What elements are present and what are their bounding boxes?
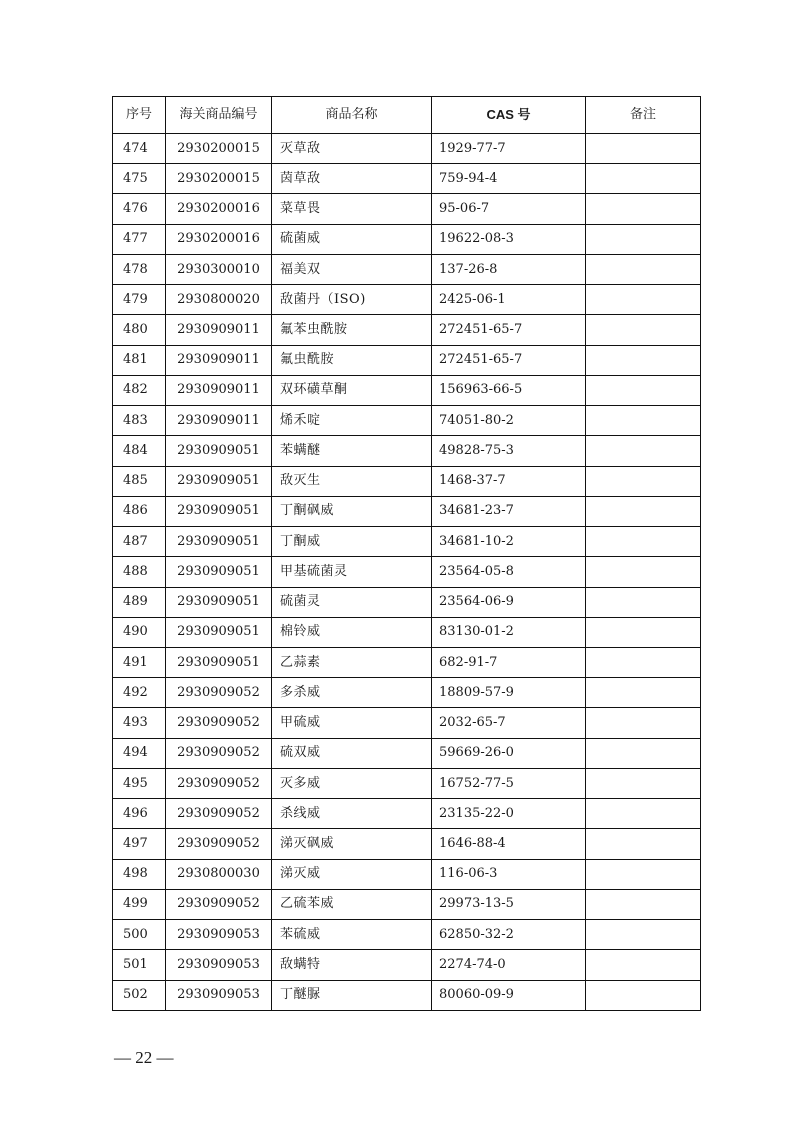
cell-cas-number: 137-26-8 — [432, 254, 586, 284]
cell-seq: 488 — [113, 557, 166, 587]
cell-customs-code: 2930909052 — [166, 678, 272, 708]
cell-remarks — [586, 738, 701, 768]
cell-product-name: 双环磺草酮 — [272, 375, 432, 405]
cell-seq: 483 — [113, 406, 166, 436]
cell-remarks — [586, 617, 701, 647]
cell-product-name: 苯硫威 — [272, 920, 432, 950]
header-product-name: 商品名称 — [272, 97, 432, 134]
cell-seq: 482 — [113, 375, 166, 405]
cell-seq: 477 — [113, 224, 166, 254]
cell-seq: 484 — [113, 436, 166, 466]
cell-remarks — [586, 375, 701, 405]
cell-cas-number: 34681-23-7 — [432, 496, 586, 526]
cell-customs-code: 2930909053 — [166, 950, 272, 980]
table-row — [113, 708, 701, 738]
cell-remarks — [586, 889, 701, 919]
cell-customs-code: 2930800020 — [166, 285, 272, 315]
cell-cas-number: 18809-57-9 — [432, 678, 586, 708]
cell-cas-number: 83130-01-2 — [432, 617, 586, 647]
table-row — [113, 678, 701, 708]
table-row — [113, 768, 701, 798]
cell-remarks — [586, 557, 701, 587]
cell-remarks — [586, 254, 701, 284]
table-row — [113, 859, 701, 889]
cell-cas-number: 116-06-3 — [432, 859, 586, 889]
cell-cas-number: 2032-65-7 — [432, 708, 586, 738]
table-row — [113, 345, 701, 375]
cell-seq: 485 — [113, 466, 166, 496]
cell-seq: 499 — [113, 889, 166, 919]
cell-customs-code: 2930909051 — [166, 587, 272, 617]
cell-remarks — [586, 950, 701, 980]
cell-remarks — [586, 920, 701, 950]
cell-product-name: 菜草畏 — [272, 194, 432, 224]
table-row — [113, 829, 701, 859]
cell-remarks — [586, 406, 701, 436]
table-row — [113, 647, 701, 677]
cell-cas-number: 23564-06-9 — [432, 587, 586, 617]
cell-customs-code: 2930200016 — [166, 224, 272, 254]
cell-product-name: 氟虫酰胺 — [272, 345, 432, 375]
cell-remarks — [586, 224, 701, 254]
cell-customs-code: 2930909052 — [166, 799, 272, 829]
cell-cas-number: 29973-13-5 — [432, 889, 586, 919]
cell-product-name: 甲基硫菌灵 — [272, 557, 432, 587]
cell-cas-number: 80060-09-9 — [432, 980, 586, 1010]
cell-remarks — [586, 768, 701, 798]
cell-remarks — [586, 466, 701, 496]
cell-cas-number: 49828-75-3 — [432, 436, 586, 466]
cell-remarks — [586, 194, 701, 224]
cell-product-name: 福美双 — [272, 254, 432, 284]
table-header-row — [113, 97, 701, 134]
cell-seq: 481 — [113, 345, 166, 375]
cell-remarks — [586, 527, 701, 557]
cell-product-name: 涕灭砜威 — [272, 829, 432, 859]
cell-customs-code: 2930909051 — [166, 436, 272, 466]
cell-seq: 489 — [113, 587, 166, 617]
cell-remarks — [586, 708, 701, 738]
cell-cas-number: 23564-05-8 — [432, 557, 586, 587]
cell-seq: 478 — [113, 254, 166, 284]
table-row — [113, 496, 701, 526]
table-row — [113, 557, 701, 587]
table-row — [113, 889, 701, 919]
cell-product-name: 棉铃威 — [272, 617, 432, 647]
cell-customs-code: 2930200015 — [166, 164, 272, 194]
cell-remarks — [586, 164, 701, 194]
cell-product-name: 乙蒜素 — [272, 647, 432, 677]
chemical-list-table — [112, 96, 701, 1011]
cell-product-name: 敌灭生 — [272, 466, 432, 496]
cell-product-name: 甲硫威 — [272, 708, 432, 738]
cell-cas-number: 23135-22-0 — [432, 799, 586, 829]
table-row — [113, 224, 701, 254]
table-row — [113, 920, 701, 950]
cell-seq: 479 — [113, 285, 166, 315]
cell-seq: 475 — [113, 164, 166, 194]
table-row — [113, 950, 701, 980]
table-row — [113, 436, 701, 466]
cell-product-name: 灭草敌 — [272, 134, 432, 164]
cell-customs-code: 2930909011 — [166, 345, 272, 375]
cell-product-name: 杀线威 — [272, 799, 432, 829]
cell-customs-code: 2930909051 — [166, 527, 272, 557]
table-row — [113, 799, 701, 829]
cell-seq: 491 — [113, 647, 166, 677]
cell-seq: 496 — [113, 799, 166, 829]
cell-cas-number: 156963-66-5 — [432, 375, 586, 405]
cell-cas-number: 2425-06-1 — [432, 285, 586, 315]
page-number: — 22 — — [114, 1048, 174, 1067]
cell-remarks — [586, 496, 701, 526]
cell-remarks — [586, 980, 701, 1010]
table-row — [113, 738, 701, 768]
cell-cas-number: 59669-26-0 — [432, 738, 586, 768]
cell-customs-code: 2930909052 — [166, 738, 272, 768]
cell-customs-code: 2930909052 — [166, 889, 272, 919]
cell-cas-number: 272451-65-7 — [432, 315, 586, 345]
cell-remarks — [586, 859, 701, 889]
cell-seq: 492 — [113, 678, 166, 708]
cell-customs-code: 2930909051 — [166, 647, 272, 677]
cell-remarks — [586, 285, 701, 315]
cell-remarks — [586, 647, 701, 677]
cell-seq: 494 — [113, 738, 166, 768]
header-customs-code: 海关商品编号 — [166, 97, 272, 134]
cell-product-name: 丁醚脲 — [272, 980, 432, 1010]
cell-cas-number: 16752-77-5 — [432, 768, 586, 798]
cell-remarks — [586, 799, 701, 829]
cell-remarks — [586, 829, 701, 859]
cell-cas-number: 19622-08-3 — [432, 224, 586, 254]
cell-product-name: 乙硫苯威 — [272, 889, 432, 919]
cell-product-name: 丁酮砜威 — [272, 496, 432, 526]
cell-seq: 501 — [113, 950, 166, 980]
cell-seq: 493 — [113, 708, 166, 738]
cell-customs-code: 2930909053 — [166, 980, 272, 1010]
cell-customs-code: 2930909051 — [166, 466, 272, 496]
cell-seq: 487 — [113, 527, 166, 557]
cell-seq: 486 — [113, 496, 166, 526]
cell-cas-number: 74051-80-2 — [432, 406, 586, 436]
cell-customs-code: 2930909051 — [166, 617, 272, 647]
cell-customs-code: 2930200015 — [166, 134, 272, 164]
cell-seq: 490 — [113, 617, 166, 647]
table-body — [113, 134, 701, 1011]
cell-product-name: 涕灭威 — [272, 859, 432, 889]
header-cas-number: CAS 号 — [432, 97, 586, 134]
cell-remarks — [586, 134, 701, 164]
cell-customs-code: 2930909053 — [166, 920, 272, 950]
table-row — [113, 254, 701, 284]
cell-customs-code: 2930909052 — [166, 708, 272, 738]
header-remarks: 备注 — [586, 97, 701, 134]
cell-seq: 474 — [113, 134, 166, 164]
cell-remarks — [586, 315, 701, 345]
cell-remarks — [586, 345, 701, 375]
cell-seq: 497 — [113, 829, 166, 859]
cell-seq: 480 — [113, 315, 166, 345]
table-row — [113, 164, 701, 194]
cell-product-name: 硫菌威 — [272, 224, 432, 254]
cell-product-name: 氟苯虫酰胺 — [272, 315, 432, 345]
table-row — [113, 375, 701, 405]
cell-cas-number: 272451-65-7 — [432, 345, 586, 375]
table-row — [113, 617, 701, 647]
cell-product-name: 烯禾啶 — [272, 406, 432, 436]
cell-product-name: 多杀威 — [272, 678, 432, 708]
cell-remarks — [586, 678, 701, 708]
cell-customs-code: 2930800030 — [166, 859, 272, 889]
cell-product-name: 敌螨特 — [272, 950, 432, 980]
cell-seq: 502 — [113, 980, 166, 1010]
table-row — [113, 527, 701, 557]
cell-seq: 495 — [113, 768, 166, 798]
cell-cas-number: 34681-10-2 — [432, 527, 586, 557]
cell-product-name: 苯螨醚 — [272, 436, 432, 466]
cell-customs-code: 2930909052 — [166, 829, 272, 859]
table-row — [113, 587, 701, 617]
cell-product-name: 丁酮威 — [272, 527, 432, 557]
table-row — [113, 134, 701, 164]
table-row — [113, 980, 701, 1010]
cell-cas-number: 759-94-4 — [432, 164, 586, 194]
cell-customs-code: 2930300010 — [166, 254, 272, 284]
cell-customs-code: 2930909052 — [166, 768, 272, 798]
table-row — [113, 406, 701, 436]
cell-product-name: 硫双威 — [272, 738, 432, 768]
cell-seq: 498 — [113, 859, 166, 889]
table-row — [113, 315, 701, 345]
cell-customs-code: 2930909011 — [166, 375, 272, 405]
cell-cas-number: 2274-74-0 — [432, 950, 586, 980]
cell-customs-code: 2930909051 — [166, 496, 272, 526]
cell-remarks — [586, 587, 701, 617]
cell-customs-code: 2930909011 — [166, 315, 272, 345]
cell-remarks — [586, 436, 701, 466]
cell-cas-number: 95-06-7 — [432, 194, 586, 224]
cell-product-name: 茵草敌 — [272, 164, 432, 194]
cell-cas-number: 62850-32-2 — [432, 920, 586, 950]
table-row — [113, 466, 701, 496]
cell-cas-number: 1646-88-4 — [432, 829, 586, 859]
cell-seq: 500 — [113, 920, 166, 950]
header-seq: 序号 — [113, 97, 166, 134]
cell-product-name: 敌菌丹（ISO) — [272, 285, 432, 315]
cell-customs-code: 2930909011 — [166, 406, 272, 436]
cell-customs-code: 2930200016 — [166, 194, 272, 224]
cell-cas-number: 682-91-7 — [432, 647, 586, 677]
table-row — [113, 194, 701, 224]
cell-cas-number: 1468-37-7 — [432, 466, 586, 496]
cell-customs-code: 2930909051 — [166, 557, 272, 587]
cell-seq: 476 — [113, 194, 166, 224]
cell-cas-number: 1929-77-7 — [432, 134, 586, 164]
cell-product-name: 灭多威 — [272, 768, 432, 798]
table-row — [113, 285, 701, 315]
cell-product-name: 硫菌灵 — [272, 587, 432, 617]
